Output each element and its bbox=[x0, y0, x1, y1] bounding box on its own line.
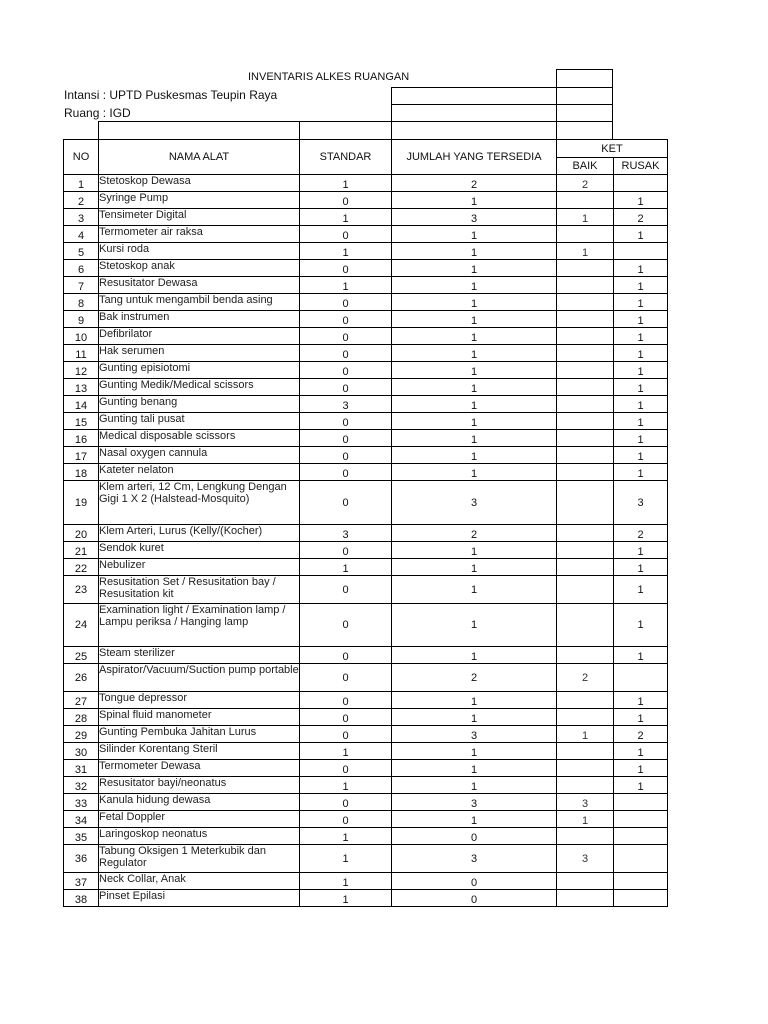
row-standar: 0 bbox=[300, 447, 392, 464]
row-baik bbox=[557, 525, 614, 542]
row-nama-alat: Stetoskop anak bbox=[99, 260, 300, 277]
row-jumlah: 1 bbox=[392, 430, 557, 447]
row-standar: 0 bbox=[300, 328, 392, 345]
row-standar: 0 bbox=[300, 379, 392, 396]
row-baik: 1 bbox=[557, 243, 614, 260]
row-standar: 0 bbox=[300, 692, 392, 709]
row-number: 33 bbox=[64, 794, 99, 811]
row-nama-alat: Medical disposable scissors bbox=[99, 430, 300, 447]
row-standar: 0 bbox=[300, 647, 392, 664]
row-rusak bbox=[614, 890, 668, 907]
table-row bbox=[64, 311, 668, 328]
row-baik bbox=[557, 576, 614, 604]
row-rusak: 1 bbox=[614, 413, 668, 430]
row-jumlah: 3 bbox=[392, 481, 557, 525]
row-jumlah: 3 bbox=[392, 726, 557, 743]
col-header-rusak: RUSAK bbox=[614, 158, 668, 175]
row-nama-alat: Fetal Doppler bbox=[99, 811, 300, 828]
row-baik bbox=[557, 311, 614, 328]
row-rusak: 1 bbox=[614, 559, 668, 576]
row-number: 26 bbox=[64, 664, 99, 692]
table-row bbox=[64, 604, 668, 647]
row-number: 13 bbox=[64, 379, 99, 396]
row-rusak: 1 bbox=[614, 464, 668, 481]
row-nama-alat: Sendok kuret bbox=[99, 542, 300, 559]
row-baik bbox=[557, 413, 614, 430]
row-jumlah: 1 bbox=[392, 345, 557, 362]
row-nama-alat: Stetoskop Dewasa bbox=[99, 175, 300, 192]
document-title: INVENTARIS ALKES RUANGAN bbox=[248, 71, 410, 83]
row-baik bbox=[557, 260, 614, 277]
row-rusak: 1 bbox=[614, 396, 668, 413]
row-jumlah: 1 bbox=[392, 413, 557, 430]
header-box-ruang-right bbox=[556, 104, 613, 122]
row-standar: 0 bbox=[300, 760, 392, 777]
table-row bbox=[64, 192, 668, 209]
row-rusak: 1 bbox=[614, 760, 668, 777]
row-standar: 0 bbox=[300, 192, 392, 209]
row-jumlah: 1 bbox=[392, 447, 557, 464]
row-rusak bbox=[614, 794, 668, 811]
row-baik bbox=[557, 743, 614, 760]
row-rusak: 2 bbox=[614, 209, 668, 226]
row-jumlah: 1 bbox=[392, 692, 557, 709]
row-rusak bbox=[614, 873, 668, 890]
row-nama-alat: Examination light / Examination lamp / Lampu periksa / Hanging lamp bbox=[99, 604, 300, 647]
table-row bbox=[64, 464, 668, 481]
row-standar: 1 bbox=[300, 777, 392, 794]
row-standar: 1 bbox=[300, 873, 392, 890]
row-jumlah: 1 bbox=[392, 192, 557, 209]
inventory-body bbox=[64, 175, 668, 907]
row-jumlah: 1 bbox=[392, 464, 557, 481]
row-standar: 3 bbox=[300, 525, 392, 542]
table-row bbox=[64, 709, 668, 726]
row-nama-alat: Resusitator bayi/neonatus bbox=[99, 777, 300, 794]
row-rusak: 2 bbox=[614, 726, 668, 743]
row-rusak: 1 bbox=[614, 192, 668, 209]
row-standar: 0 bbox=[300, 260, 392, 277]
row-jumlah: 1 bbox=[392, 396, 557, 413]
row-rusak: 1 bbox=[614, 294, 668, 311]
row-jumlah: 2 bbox=[392, 175, 557, 192]
row-nama-alat: Kateter nelaton bbox=[99, 464, 300, 481]
row-baik bbox=[557, 430, 614, 447]
table-row bbox=[64, 760, 668, 777]
row-nama-alat: Laringoskop neonatus bbox=[99, 828, 300, 845]
row-number: 10 bbox=[64, 328, 99, 345]
header-box-top-right bbox=[556, 69, 613, 88]
row-standar: 1 bbox=[300, 243, 392, 260]
row-nama-alat: Klem Arteri, Lurus (Kelly/(Kocher) bbox=[99, 525, 300, 542]
row-rusak: 1 bbox=[614, 647, 668, 664]
row-number: 2 bbox=[64, 192, 99, 209]
row-standar: 0 bbox=[300, 362, 392, 379]
row-baik: 2 bbox=[557, 664, 614, 692]
row-standar: 0 bbox=[300, 430, 392, 447]
table-row bbox=[64, 277, 668, 294]
row-standar: 0 bbox=[300, 311, 392, 328]
row-jumlah: 1 bbox=[392, 294, 557, 311]
col-header-no: NO bbox=[64, 140, 99, 175]
row-baik bbox=[557, 362, 614, 379]
table-row bbox=[64, 811, 668, 828]
header-box-ruang-mid bbox=[391, 104, 557, 122]
row-number: 28 bbox=[64, 709, 99, 726]
row-jumlah: 1 bbox=[392, 243, 557, 260]
row-nama-alat: Tensimeter Digital bbox=[99, 209, 300, 226]
row-rusak: 1 bbox=[614, 447, 668, 464]
row-number: 38 bbox=[64, 890, 99, 907]
row-nama-alat: Bak instrumen bbox=[99, 311, 300, 328]
table-row bbox=[64, 845, 668, 873]
row-jumlah: 2 bbox=[392, 664, 557, 692]
row-standar: 1 bbox=[300, 209, 392, 226]
col-header-baik: BAIK bbox=[557, 158, 614, 175]
table-row bbox=[64, 873, 668, 890]
row-nama-alat: Nebulizer bbox=[99, 559, 300, 576]
row-baik bbox=[557, 328, 614, 345]
row-rusak bbox=[614, 811, 668, 828]
row-nama-alat: Termometer Dewasa bbox=[99, 760, 300, 777]
row-nama-alat: Silinder Korentang Steril bbox=[99, 743, 300, 760]
table-row bbox=[64, 209, 668, 226]
table-row bbox=[64, 828, 668, 845]
row-rusak: 1 bbox=[614, 576, 668, 604]
row-rusak: 1 bbox=[614, 362, 668, 379]
row-number: 17 bbox=[64, 447, 99, 464]
row-baik bbox=[557, 464, 614, 481]
row-nama-alat: Klem arteri, 12 Cm, Lengkung Dengan Gigi 1 X 2 (Halstead-Mosquito) bbox=[99, 481, 300, 525]
table-row bbox=[64, 794, 668, 811]
table-row bbox=[64, 328, 668, 345]
header-box-blank-standar bbox=[299, 121, 392, 140]
row-number: 29 bbox=[64, 726, 99, 743]
row-rusak: 1 bbox=[614, 345, 668, 362]
row-number: 7 bbox=[64, 277, 99, 294]
row-rusak: 1 bbox=[614, 328, 668, 345]
row-nama-alat: Resusitator Dewasa bbox=[99, 277, 300, 294]
col-header-nama-alat: NAMA ALAT bbox=[99, 140, 300, 175]
row-jumlah: 3 bbox=[392, 845, 557, 873]
row-rusak: 1 bbox=[614, 379, 668, 396]
row-jumlah: 1 bbox=[392, 743, 557, 760]
row-number: 31 bbox=[64, 760, 99, 777]
row-number: 34 bbox=[64, 811, 99, 828]
row-baik: 1 bbox=[557, 811, 614, 828]
row-number: 37 bbox=[64, 873, 99, 890]
row-jumlah: 2 bbox=[392, 525, 557, 542]
row-baik bbox=[557, 192, 614, 209]
row-standar: 0 bbox=[300, 226, 392, 243]
row-number: 15 bbox=[64, 413, 99, 430]
row-jumlah: 1 bbox=[392, 604, 557, 647]
row-rusak: 1 bbox=[614, 604, 668, 647]
row-number: 3 bbox=[64, 209, 99, 226]
table-row bbox=[64, 226, 668, 243]
row-number: 18 bbox=[64, 464, 99, 481]
row-baik: 2 bbox=[557, 175, 614, 192]
table-row bbox=[64, 777, 668, 794]
row-number: 25 bbox=[64, 647, 99, 664]
col-header-standar: STANDAR bbox=[300, 140, 392, 175]
row-number: 11 bbox=[64, 345, 99, 362]
table-row bbox=[64, 664, 668, 692]
header-box-instansi-right bbox=[556, 87, 613, 105]
row-jumlah: 0 bbox=[392, 873, 557, 890]
row-rusak: 1 bbox=[614, 777, 668, 794]
row-jumlah: 1 bbox=[392, 328, 557, 345]
row-nama-alat: Neck Collar, Anak bbox=[99, 873, 300, 890]
row-baik bbox=[557, 709, 614, 726]
row-standar: 1 bbox=[300, 828, 392, 845]
table-row bbox=[64, 175, 668, 192]
row-jumlah: 1 bbox=[392, 226, 557, 243]
table-row bbox=[64, 525, 668, 542]
row-nama-alat: Steam sterilizer bbox=[99, 647, 300, 664]
row-baik bbox=[557, 647, 614, 664]
row-number: 27 bbox=[64, 692, 99, 709]
row-nama-alat: Gunting tali pusat bbox=[99, 413, 300, 430]
row-baik bbox=[557, 828, 614, 845]
table-row bbox=[64, 559, 668, 576]
row-standar: 1 bbox=[300, 277, 392, 294]
row-number: 14 bbox=[64, 396, 99, 413]
row-number: 23 bbox=[64, 576, 99, 604]
row-jumlah: 1 bbox=[392, 379, 557, 396]
row-nama-alat: Spinal fluid manometer bbox=[99, 709, 300, 726]
row-nama-alat: Aspirator/Vacuum/Suction pump portable bbox=[99, 664, 300, 692]
row-baik bbox=[557, 692, 614, 709]
row-baik: 3 bbox=[557, 794, 614, 811]
row-nama-alat: Gunting benang bbox=[99, 396, 300, 413]
row-nama-alat: Kanula hidung dewasa bbox=[99, 794, 300, 811]
row-baik: 1 bbox=[557, 209, 614, 226]
row-number: 24 bbox=[64, 604, 99, 647]
row-number: 12 bbox=[64, 362, 99, 379]
table-row bbox=[64, 345, 668, 362]
row-baik bbox=[557, 396, 614, 413]
row-rusak bbox=[614, 828, 668, 845]
row-standar: 0 bbox=[300, 413, 392, 430]
row-jumlah: 1 bbox=[392, 811, 557, 828]
row-rusak bbox=[614, 243, 668, 260]
row-jumlah: 1 bbox=[392, 542, 557, 559]
row-standar: 0 bbox=[300, 604, 392, 647]
row-rusak bbox=[614, 845, 668, 873]
row-number: 30 bbox=[64, 743, 99, 760]
row-rusak: 1 bbox=[614, 226, 668, 243]
row-number: 19 bbox=[64, 481, 99, 525]
row-number: 5 bbox=[64, 243, 99, 260]
row-baik bbox=[557, 604, 614, 647]
table-row bbox=[64, 726, 668, 743]
row-jumlah: 3 bbox=[392, 209, 557, 226]
table-row bbox=[64, 413, 668, 430]
table-row bbox=[64, 542, 668, 559]
row-baik bbox=[557, 760, 614, 777]
row-number: 4 bbox=[64, 226, 99, 243]
row-nama-alat: Pinset Epilasi bbox=[99, 890, 300, 907]
col-header-jumlah: JUMLAH YANG TERSEDIA bbox=[392, 140, 557, 175]
row-baik bbox=[557, 379, 614, 396]
row-number: 32 bbox=[64, 777, 99, 794]
row-standar: 0 bbox=[300, 794, 392, 811]
row-rusak: 1 bbox=[614, 277, 668, 294]
row-baik bbox=[557, 345, 614, 362]
row-rusak: 3 bbox=[614, 481, 668, 525]
row-rusak: 1 bbox=[614, 692, 668, 709]
row-baik bbox=[557, 890, 614, 907]
row-baik bbox=[557, 277, 614, 294]
row-number: 9 bbox=[64, 311, 99, 328]
table-row bbox=[64, 647, 668, 664]
row-rusak bbox=[614, 664, 668, 692]
table-row bbox=[64, 447, 668, 464]
row-rusak bbox=[614, 175, 668, 192]
row-standar: 1 bbox=[300, 175, 392, 192]
table-row bbox=[64, 362, 668, 379]
table-row bbox=[64, 243, 668, 260]
row-jumlah: 1 bbox=[392, 559, 557, 576]
row-number: 22 bbox=[64, 559, 99, 576]
row-baik bbox=[557, 226, 614, 243]
row-baik bbox=[557, 559, 614, 576]
row-baik bbox=[557, 542, 614, 559]
table-row bbox=[64, 430, 668, 447]
instansi-label: Intansi : UPTD Puskesmas Teupin Raya bbox=[64, 88, 278, 102]
row-jumlah: 1 bbox=[392, 311, 557, 328]
row-rusak: 1 bbox=[614, 311, 668, 328]
table-row bbox=[64, 890, 668, 907]
row-baik bbox=[557, 777, 614, 794]
table-row bbox=[64, 294, 668, 311]
ruang-label: Ruang : IGD bbox=[64, 106, 131, 120]
row-jumlah: 1 bbox=[392, 709, 557, 726]
row-rusak: 2 bbox=[614, 525, 668, 542]
row-nama-alat: Resusitation Set / Resusitation bay / Resusitation kit bbox=[99, 576, 300, 604]
table-row bbox=[64, 396, 668, 413]
row-rusak: 1 bbox=[614, 430, 668, 447]
table-row bbox=[64, 692, 668, 709]
row-baik bbox=[557, 447, 614, 464]
row-standar: 0 bbox=[300, 709, 392, 726]
row-nama-alat: Gunting Pembuka Jahitan Lurus bbox=[99, 726, 300, 743]
row-number: 6 bbox=[64, 260, 99, 277]
col-header-ket: KET bbox=[557, 140, 668, 158]
table-row bbox=[64, 743, 668, 760]
row-nama-alat: Kursi roda bbox=[99, 243, 300, 260]
row-standar: 3 bbox=[300, 396, 392, 413]
row-number: 16 bbox=[64, 430, 99, 447]
row-standar: 0 bbox=[300, 811, 392, 828]
row-number: 8 bbox=[64, 294, 99, 311]
row-standar: 0 bbox=[300, 294, 392, 311]
row-number: 36 bbox=[64, 845, 99, 873]
header-box-blank-jumlah bbox=[391, 121, 557, 140]
row-standar: 0 bbox=[300, 464, 392, 481]
row-nama-alat: Termometer air raksa bbox=[99, 226, 300, 243]
row-jumlah: 3 bbox=[392, 794, 557, 811]
row-standar: 1 bbox=[300, 743, 392, 760]
row-jumlah: 1 bbox=[392, 777, 557, 794]
table-row bbox=[64, 576, 668, 604]
row-number: 21 bbox=[64, 542, 99, 559]
row-standar: 0 bbox=[300, 576, 392, 604]
row-number: 20 bbox=[64, 525, 99, 542]
row-rusak: 1 bbox=[614, 260, 668, 277]
row-jumlah: 0 bbox=[392, 828, 557, 845]
row-baik bbox=[557, 873, 614, 890]
row-standar: 0 bbox=[300, 345, 392, 362]
row-nama-alat: Tongue depressor bbox=[99, 692, 300, 709]
row-rusak: 1 bbox=[614, 743, 668, 760]
row-nama-alat: Tang untuk mengambil benda asing bbox=[99, 294, 300, 311]
row-jumlah: 1 bbox=[392, 362, 557, 379]
row-standar: 0 bbox=[300, 481, 392, 525]
row-jumlah: 1 bbox=[392, 576, 557, 604]
row-standar: 0 bbox=[300, 726, 392, 743]
row-nama-alat: Gunting Medik/Medical scissors bbox=[99, 379, 300, 396]
row-rusak: 1 bbox=[614, 709, 668, 726]
row-jumlah: 1 bbox=[392, 647, 557, 664]
row-baik bbox=[557, 294, 614, 311]
row-nama-alat: Hak serumen bbox=[99, 345, 300, 362]
row-jumlah: 1 bbox=[392, 260, 557, 277]
row-standar: 0 bbox=[300, 664, 392, 692]
row-jumlah: 1 bbox=[392, 760, 557, 777]
table-row bbox=[64, 260, 668, 277]
header-box-blank-name bbox=[98, 121, 300, 140]
row-standar: 1 bbox=[300, 845, 392, 873]
row-rusak: 1 bbox=[614, 542, 668, 559]
header-box-blank-right bbox=[556, 121, 613, 140]
row-standar: 1 bbox=[300, 559, 392, 576]
row-number: 1 bbox=[64, 175, 99, 192]
row-baik: 3 bbox=[557, 845, 614, 873]
row-standar: 0 bbox=[300, 542, 392, 559]
row-baik: 1 bbox=[557, 726, 614, 743]
row-number: 35 bbox=[64, 828, 99, 845]
row-nama-alat: Tabung Oksigen 1 Meterkubik dan Regulator bbox=[99, 845, 300, 873]
row-nama-alat: Syringe Pump bbox=[99, 192, 300, 209]
row-nama-alat: Gunting episiotomi bbox=[99, 362, 300, 379]
inventory-table bbox=[63, 139, 668, 907]
row-jumlah: 0 bbox=[392, 890, 557, 907]
table-row bbox=[64, 481, 668, 525]
header-box-instansi-mid bbox=[391, 87, 557, 105]
row-standar: 1 bbox=[300, 890, 392, 907]
row-jumlah: 1 bbox=[392, 277, 557, 294]
row-baik bbox=[557, 481, 614, 525]
row-nama-alat: Nasal oxygen cannula bbox=[99, 447, 300, 464]
table-row bbox=[64, 379, 668, 396]
row-nama-alat: Defibrilator bbox=[99, 328, 300, 345]
